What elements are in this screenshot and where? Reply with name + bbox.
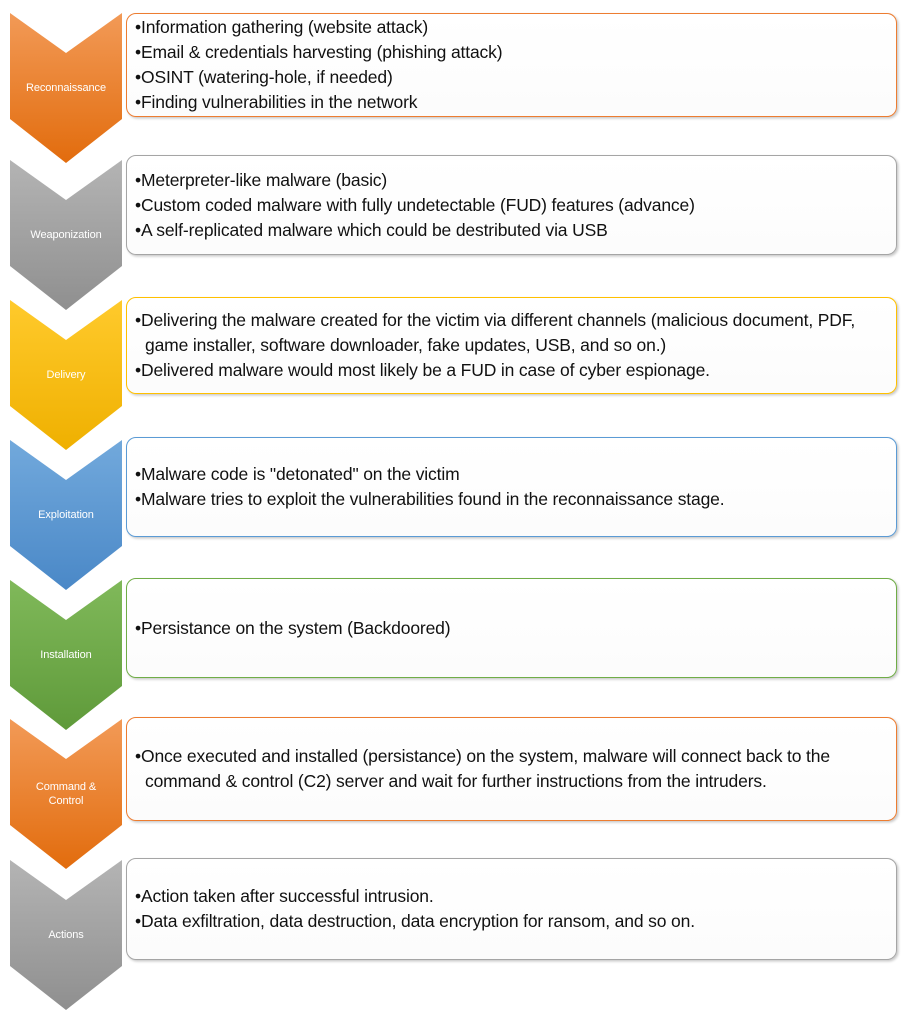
bullet-list <box>127 156 896 254</box>
stage-label: Weaponization <box>30 229 102 241</box>
stage-content-box <box>126 717 897 821</box>
bullet-item: • Information gathering (website attack) <box>135 15 882 40</box>
stage-label: Reconnaissance <box>26 82 106 94</box>
bullet-item: • OSINT (watering-hole, if needed) <box>135 65 882 90</box>
stage-chevron <box>10 719 122 869</box>
stage-label: Installation <box>40 649 92 661</box>
bullet-item: • Meterpreter-like malware (basic) <box>135 168 882 193</box>
bullet-list <box>127 859 896 959</box>
stage-chevron <box>10 860 122 1010</box>
stage-content-box <box>126 437 897 537</box>
stage-label: Command & Control <box>35 781 97 807</box>
bullet-item: • Malware tries to exploit the vulnerabilities found in the reconnaissance stage. <box>135 487 882 512</box>
bullet-item: • Persistance on the system (Backdoored) <box>135 616 882 641</box>
stage-content-box <box>126 13 897 117</box>
stage-chevron <box>10 440 122 590</box>
stage-content-box <box>126 858 897 960</box>
bullet-item: • Custom coded malware with fully undetectable (FUD) features (advance) <box>135 193 882 218</box>
stage-chevron <box>10 300 122 450</box>
bullet-list <box>127 14 896 116</box>
bullet-item: • Data exfiltration, data destruction, data encryption for ransom, and so on. <box>135 909 882 934</box>
bullet-item: • Delivered malware would most likely be a FUD in case of cyber espionage. <box>135 358 882 383</box>
stage-chevron <box>10 160 122 310</box>
stage-content-box <box>126 155 897 255</box>
bullet-item: • Once executed and installed (persistance) on the system, malware will connect back to the command & control (C2) server and wait for further instructions from the intruders. <box>135 744 882 794</box>
bullet-list <box>127 579 896 677</box>
stage-content-box <box>126 578 897 678</box>
bullet-item: • Finding vulnerabilities in the network <box>135 90 882 115</box>
stage-label: Delivery <box>46 369 86 381</box>
bullet-item: • Action taken after successful intrusion. <box>135 884 882 909</box>
bullet-list <box>127 298 896 393</box>
bullet-item: • Malware code is "detonated" on the victim <box>135 462 882 487</box>
bullet-list <box>127 718 896 820</box>
stage-label: Actions <box>48 929 84 941</box>
stage-chevron <box>10 580 122 730</box>
bullet-list <box>127 438 896 536</box>
bullet-item: • Email & credentials harvesting (phishing attack) <box>135 40 882 65</box>
bullet-item: • Delivering the malware created for the victim via different channels (malicious document, PDF, game installer, software downloader, fake updates, USB, and so on.) <box>135 308 882 358</box>
bullet-item: • A self-replicated malware which could be destributed via USB <box>135 218 882 243</box>
stage-label: Exploitation <box>38 509 94 521</box>
stage-content-box <box>126 297 897 394</box>
stage-chevron <box>10 13 122 163</box>
